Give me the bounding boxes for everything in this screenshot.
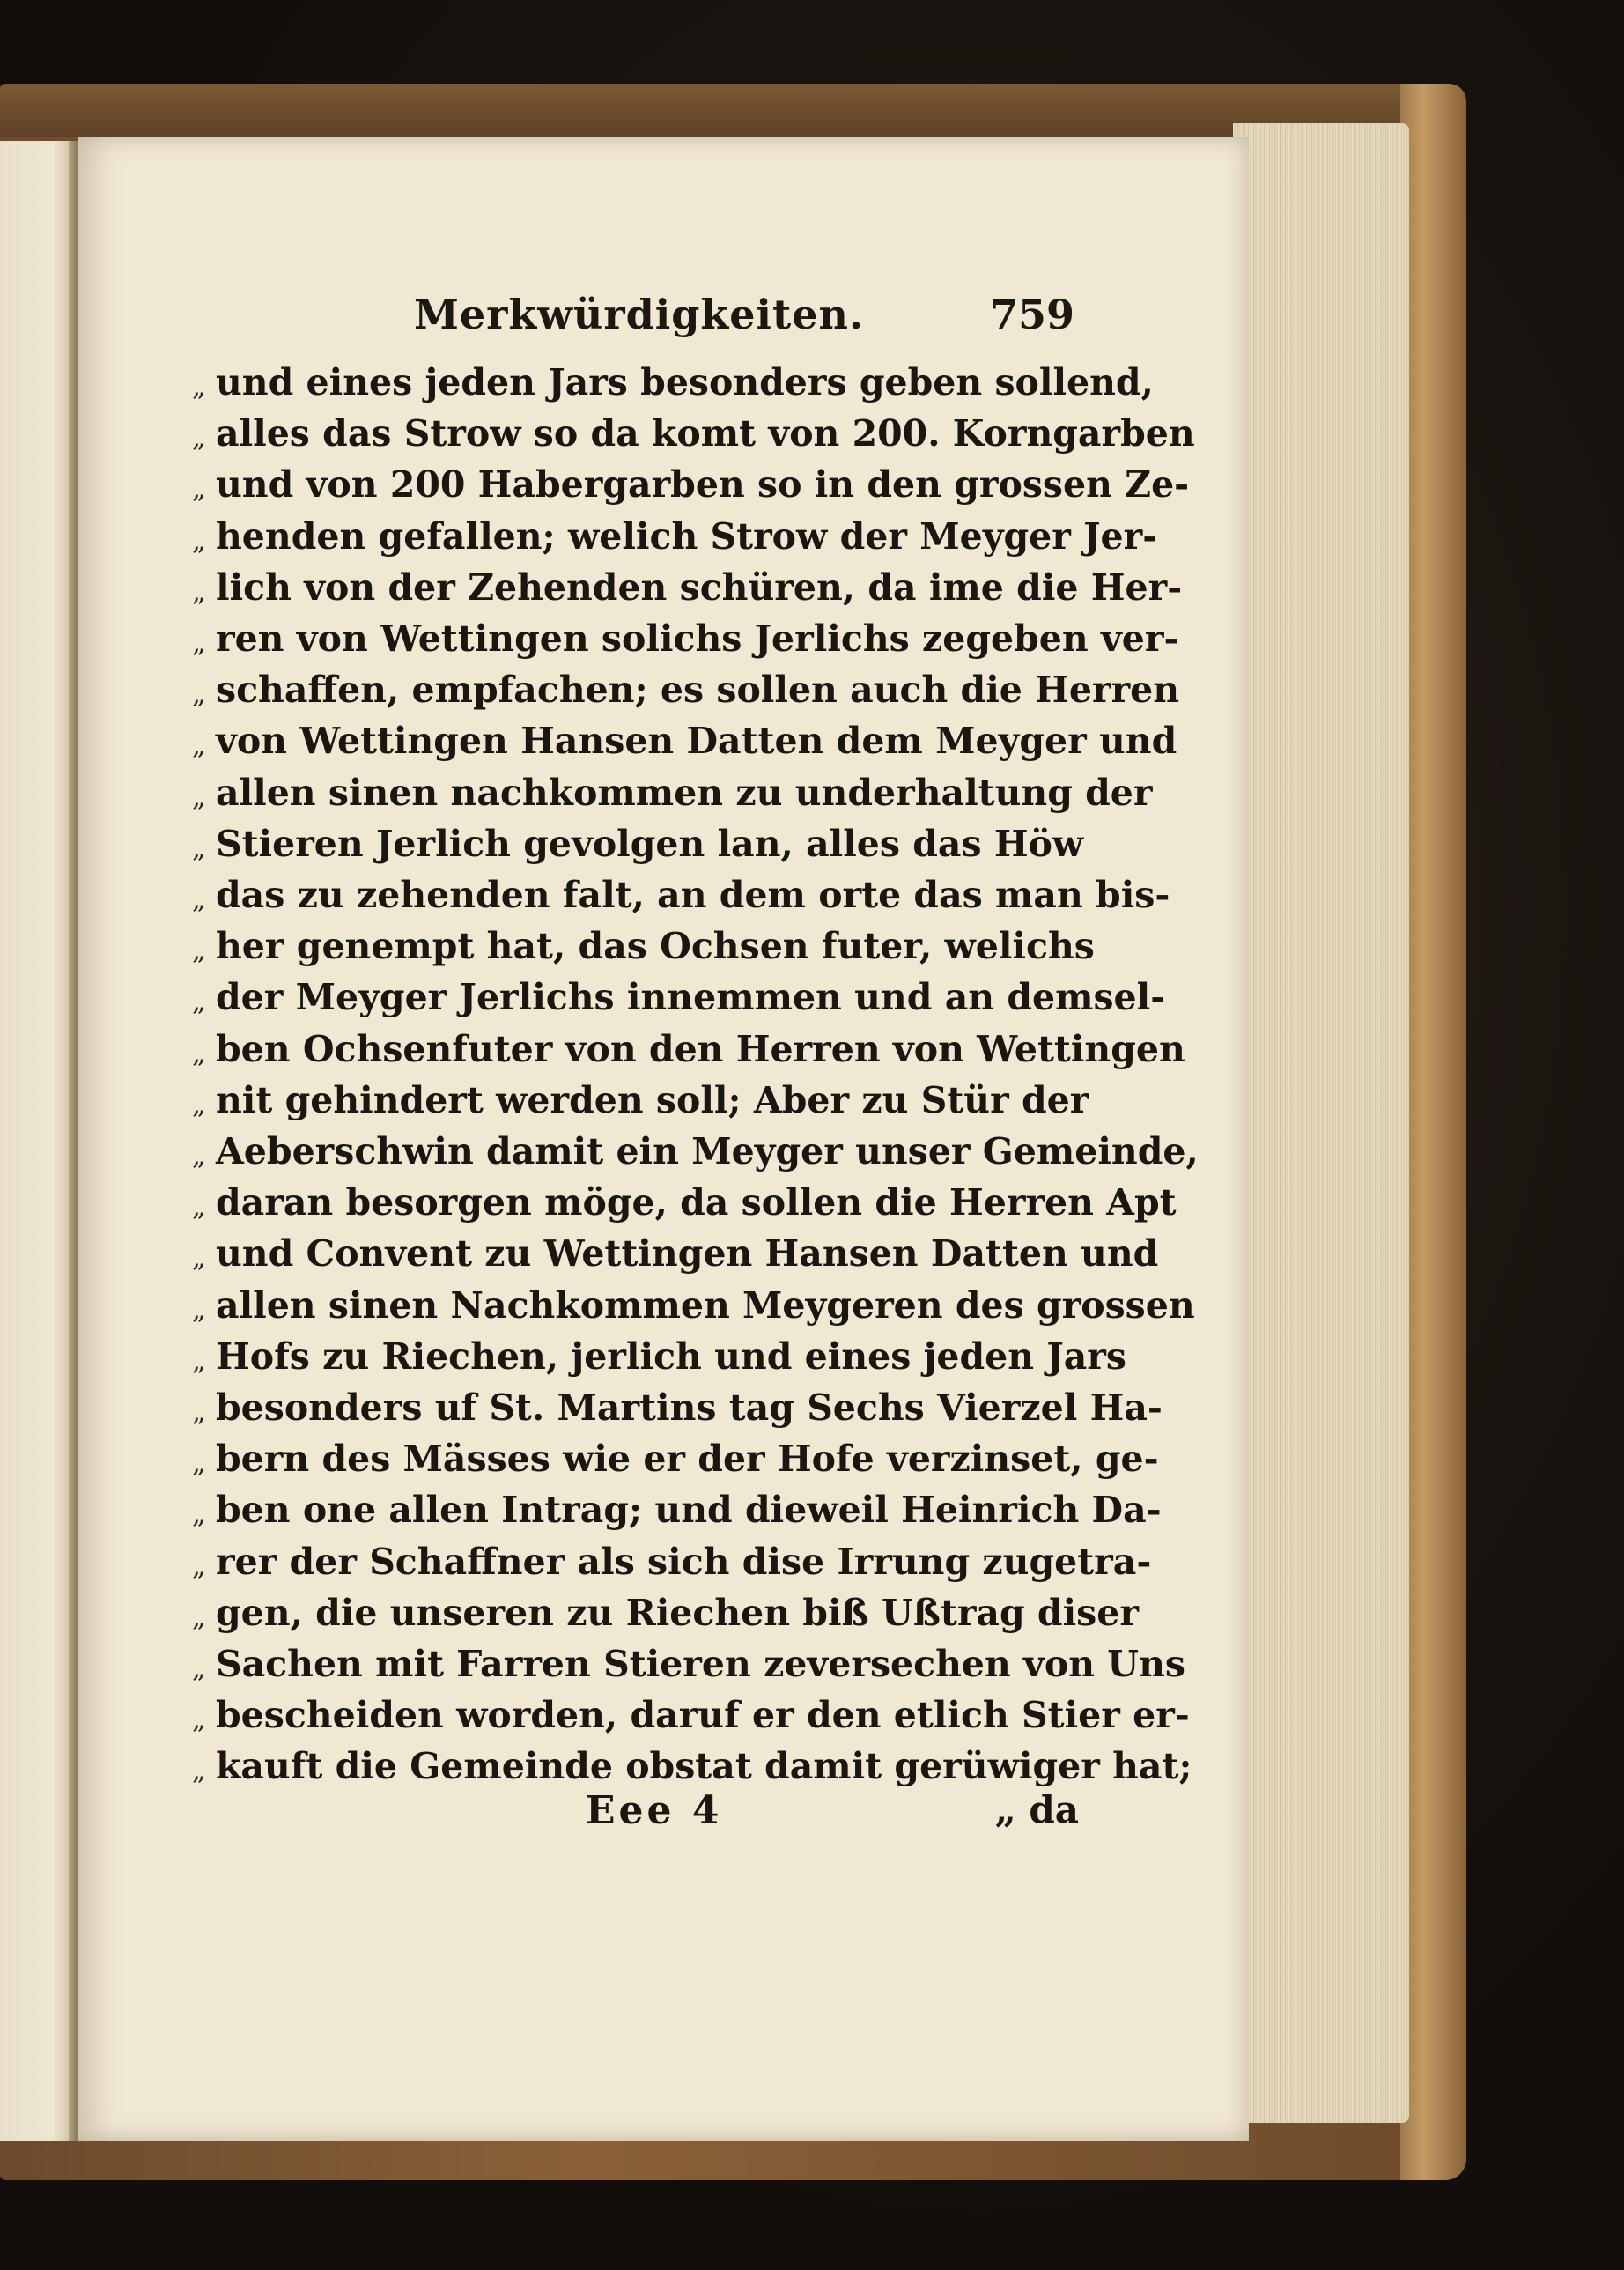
line-text: ben Ochsenfuter von den Herren von Wettingen bbox=[216, 1027, 1185, 1070]
signature-mark: Eee 4 bbox=[586, 1788, 723, 1833]
catchword bbox=[982, 1788, 1079, 1831]
quote-mark: „ bbox=[192, 1499, 206, 1531]
quote-mark: „ bbox=[192, 423, 206, 455]
quote-mark: „ bbox=[192, 525, 206, 557]
line-text: allen sinen nachkommen zu underhaltung der bbox=[216, 771, 1153, 814]
line-text: und eines jeden Jars besonders geben sollend, bbox=[216, 361, 1154, 403]
quote-mark: „ bbox=[192, 1243, 206, 1275]
line-text: allen sinen Nachkommen Meygeren des grossen bbox=[216, 1283, 1195, 1327]
line-text: nit gehindert werden soll; Aber zu Stür der bbox=[216, 1078, 1089, 1121]
line-text: und Convent zu Wettingen Hansen Datten und bbox=[216, 1232, 1159, 1275]
quote-mark: „ bbox=[192, 1756, 206, 1787]
quote-mark: „ bbox=[192, 1550, 206, 1582]
text-line bbox=[0, 361, 1624, 409]
line-text: ben one allen Intrag; und dieweil Heinrich Da- bbox=[216, 1489, 1162, 1532]
text-line bbox=[0, 1335, 1624, 1383]
quote-mark: „ bbox=[192, 1038, 206, 1069]
text-line bbox=[0, 1079, 1624, 1127]
line-text: bern des Mässes wie er der Hofe verzinset, ge- bbox=[216, 1438, 1159, 1481]
text-line bbox=[0, 515, 1624, 563]
line-text: lich von der Zehenden schüren, da ime die Her- bbox=[216, 566, 1183, 609]
text-line bbox=[0, 1489, 1624, 1536]
text-line bbox=[0, 1130, 1624, 1178]
catchword-quote: „ bbox=[994, 1788, 1016, 1831]
text-line bbox=[0, 1694, 1624, 1741]
text-line bbox=[0, 720, 1624, 767]
quote-mark: „ bbox=[192, 679, 206, 711]
line-text: ren von Wettingen solichs Jerlichs zegeben ver- bbox=[216, 617, 1179, 660]
quote-mark: „ bbox=[192, 1192, 206, 1224]
line-text: Sachen mit Farren Stieren zeversechen von Uns bbox=[216, 1643, 1185, 1685]
quote-mark: „ bbox=[192, 372, 206, 403]
text-line bbox=[0, 1386, 1624, 1434]
running-head bbox=[0, 291, 1624, 344]
text-line bbox=[0, 925, 1624, 972]
text-line bbox=[0, 1438, 1624, 1485]
quote-mark: „ bbox=[192, 1141, 206, 1172]
quote-mark: „ bbox=[192, 1601, 206, 1633]
text-line bbox=[0, 1643, 1624, 1690]
line-text: henden gefallen; welich Strow der Meyger Jer- bbox=[216, 514, 1158, 558]
quote-mark: „ bbox=[192, 1397, 206, 1428]
quote-mark: „ bbox=[192, 1294, 206, 1326]
quote-mark: „ bbox=[192, 1089, 206, 1120]
text-line bbox=[0, 976, 1624, 1024]
quote-mark: „ bbox=[192, 987, 206, 1018]
page-footer bbox=[0, 1788, 1624, 1841]
line-text: alles das Strow so da komt von 200. Korngarben bbox=[216, 412, 1195, 455]
line-text: besonders uf St. Martins tag Sechs Vierzel Ha- bbox=[216, 1386, 1163, 1429]
text-line bbox=[0, 1745, 1624, 1793]
line-text: her genempt hat, das Ochsen futer, welichs bbox=[216, 925, 1095, 968]
text-line bbox=[0, 463, 1624, 511]
text-line bbox=[0, 1232, 1624, 1280]
text-line bbox=[0, 1028, 1624, 1076]
line-text: Aeberschwin damit ein Meyger unser Gemeinde, bbox=[216, 1130, 1199, 1172]
quote-mark: „ bbox=[192, 730, 206, 762]
text-line bbox=[0, 874, 1624, 921]
line-text: der Meyger Jerlichs innemmen und an demsel- bbox=[216, 976, 1166, 1019]
line-text: und von 200 Habergarben so in den grossen Ze- bbox=[216, 463, 1190, 506]
running-head-title: Merkwürdigkeiten. bbox=[414, 291, 864, 338]
line-text: von Wettingen Hansen Datten dem Meyger und bbox=[216, 720, 1177, 763]
text-line bbox=[0, 412, 1624, 460]
quote-mark: „ bbox=[192, 1653, 206, 1684]
text-line bbox=[0, 772, 1624, 819]
text-line bbox=[0, 617, 1624, 665]
line-text: kauft die Gemeinde obstat damit gerüwiger hat; bbox=[216, 1745, 1192, 1788]
catchword-text: da bbox=[1029, 1788, 1079, 1831]
quote-mark: „ bbox=[192, 1704, 206, 1736]
text-line bbox=[0, 1181, 1624, 1229]
line-text: daran besorgen möge, da sollen die Herren Apt bbox=[216, 1181, 1177, 1224]
line-text: Hofs zu Riechen, jerlich und eines jeden Jars bbox=[216, 1335, 1126, 1378]
text-line bbox=[0, 823, 1624, 870]
line-text: gen, die unseren zu Riechen biß Ußtrag diser bbox=[216, 1591, 1139, 1634]
text-line bbox=[0, 1284, 1624, 1332]
line-text: bescheiden worden, daruf er den etlich Stier er- bbox=[216, 1694, 1190, 1737]
line-text: rer der Schaffner als sich dise Irrung zugetra- bbox=[216, 1540, 1152, 1583]
line-text: das zu zehenden falt, an dem orte das man bis- bbox=[216, 874, 1170, 916]
text-line bbox=[0, 1541, 1624, 1588]
quote-mark: „ bbox=[192, 781, 206, 813]
quote-mark: „ bbox=[192, 1448, 206, 1480]
page-number: 759 bbox=[989, 291, 1074, 338]
quote-mark: „ bbox=[192, 832, 206, 864]
line-text: Stieren Jerlich gevolgen lan, alles das Höw bbox=[216, 822, 1084, 865]
quote-mark: „ bbox=[192, 935, 206, 967]
quote-mark: „ bbox=[192, 576, 206, 608]
text-line bbox=[0, 669, 1624, 716]
line-text: schaffen, empfachen; es sollen auch die Herren bbox=[216, 669, 1180, 712]
text-line bbox=[0, 1592, 1624, 1639]
text-line bbox=[0, 566, 1624, 614]
quote-mark: „ bbox=[192, 474, 206, 506]
quote-mark: „ bbox=[192, 884, 206, 915]
quote-mark: „ bbox=[192, 1345, 206, 1377]
quote-mark: „ bbox=[192, 628, 206, 659]
